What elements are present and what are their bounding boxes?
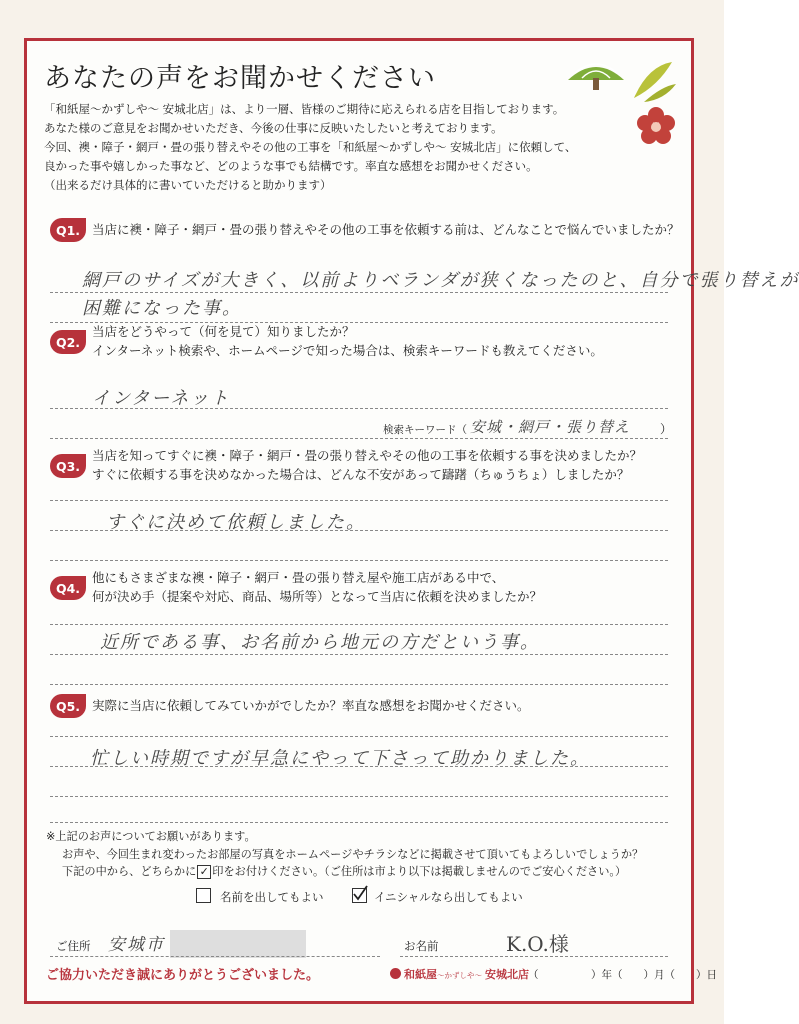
answer-line — [50, 822, 668, 823]
question-line: 実際に当店に依頼してみていかがでしたか？率直な感想をお聞かせください。 — [92, 698, 530, 713]
name-value: K.O.様 — [506, 932, 569, 956]
address-value: 安城市 — [108, 935, 165, 955]
checkmark-icon — [352, 885, 370, 903]
intro-line: 「和紙屋〜かずしや〜 安城北店」は、より一層、皆様のご期待に応えられる店を目指しております。 — [44, 102, 565, 116]
store-signature — [390, 966, 529, 982]
question-line: 他にもさまざまな襖・障子・網戸・畳の張り替え屋や施工店がある中で、 — [92, 570, 505, 585]
answer-line — [50, 796, 668, 797]
q2-badge: Q2. — [50, 330, 86, 354]
thanks-message: ご協力いただき誠にありがとうございました。 — [46, 968, 320, 983]
answer-line — [50, 292, 668, 293]
consent-note-line — [62, 863, 626, 880]
q1-answer-line: 網戸のサイズが大きく、以前よりベランダが狭くなったのと、自分で張り替えが — [82, 270, 799, 291]
q4-text — [92, 568, 542, 606]
store-logo-icon — [390, 968, 401, 979]
page-title: あなたの声をお聞かせください — [44, 63, 436, 94]
answer-line — [50, 624, 668, 625]
store-sub: 〜かずしや〜 — [437, 971, 482, 980]
q2-answer: インターネット — [92, 388, 231, 409]
intro-line: 良かった事や嬉しかった事など、どのような事でも結構です。率直な感想をお聞かせください。 — [44, 159, 538, 173]
answer-line — [50, 654, 668, 655]
answer-line — [50, 500, 668, 501]
q5-answer: 忙しい時期ですが早急にやって下さって助かりました。 — [90, 748, 590, 769]
name-label: お名前 — [404, 939, 439, 953]
bamboo-leaf-icon — [628, 58, 678, 104]
initials-ok-checkbox[interactable] — [352, 888, 367, 903]
name-ok-checkbox[interactable] — [196, 888, 211, 903]
question-line: すぐに依頼する事を決めなかった場合は、どんな不安があって躊躇（ちゅうちょ）しましたか？ — [92, 467, 630, 482]
q3-badge: Q3. — [50, 454, 86, 478]
intro-line: あなた様のご意見をお聞かせいただき、今後の仕事に反映いたしたいと考えております。 — [44, 121, 503, 135]
intro-line: （出来るだけ具体的に書いていただけると助かります） — [44, 178, 332, 192]
answer-line — [50, 736, 668, 737]
store-name: 和紙屋 — [404, 968, 437, 981]
name-ok-label: 名前を出してもよい — [220, 890, 324, 904]
check-mark-icon: ✓ — [197, 865, 211, 879]
search-keyword-label: 検索キーワード（ — [383, 424, 467, 436]
q4-answer: 近所である事、お名前から地元の方だという事。 — [100, 632, 540, 653]
q1-badge: Q1. — [50, 218, 86, 242]
consent-note-line: お声や、今回生まれ変わったお部屋の写真をホームページやチラシなどに掲載させて頂いてもよろしいでしょうか？ — [62, 848, 644, 861]
question-line: 当店に襖・障子・網戸・畳の張り替えやその他の工事を依頼する前は、どんなことで悩んでいましたか？ — [92, 222, 680, 237]
q1-answer-line: 困難になった事。 — [82, 298, 242, 319]
q2-text — [92, 322, 603, 360]
consent-note-title: ※上記のお声についてお願いがあります。 — [46, 830, 256, 843]
address-underline — [50, 956, 380, 957]
question-line: インターネット検索や、ホームページで知った場合は、検索キーワードも教えてください。 — [92, 343, 603, 358]
redacted-block — [170, 930, 306, 958]
search-keyword-close: ） — [660, 422, 673, 436]
question-line: 何が決め手（提案や対応、商品、場所等）となって当店に依頼を決めましたか？ — [92, 589, 543, 604]
name-underline — [400, 956, 668, 957]
q4-badge: Q4. — [50, 576, 86, 600]
store-branch: 安城北店 — [485, 968, 529, 981]
consent-note-part: 下記の中から、どちらかに — [62, 865, 197, 878]
q3-answer: すぐに決めて依頼しました。 — [106, 512, 366, 533]
pine-icon — [564, 52, 628, 92]
q3-text — [92, 446, 642, 484]
question-line: 当店を知ってすぐに襖・障子・網戸・畳の張り替えやその他の工事を依頼する事を決めましたか？ — [92, 448, 643, 463]
answer-line — [50, 438, 668, 439]
q5-text — [92, 696, 530, 715]
date-field: （ ）年（ ）月（ ）日 — [528, 969, 717, 981]
answer-line — [50, 684, 668, 685]
question-line: 当店をどうやって（何を見て）知りましたか？ — [92, 324, 355, 339]
q1-text — [92, 220, 680, 239]
intro-line: 今回、襖・障子・網戸・畳の張り替えやその他の工事を「和紙屋〜かずしや〜 安城北店」に依頼して、 — [44, 140, 577, 154]
intro-text — [44, 100, 684, 195]
initials-ok-label: イニシャルなら出してもよい — [374, 890, 523, 904]
answer-line — [50, 560, 668, 561]
search-keyword-value: 安城・網戸・張り替え — [470, 418, 631, 436]
q5-badge: Q5. — [50, 694, 86, 718]
address-label: ご住所 — [56, 939, 91, 953]
consent-note-part: 印をお付けください。（ご住所は市より以下は掲載しませんのでご安心ください。） — [212, 865, 627, 878]
